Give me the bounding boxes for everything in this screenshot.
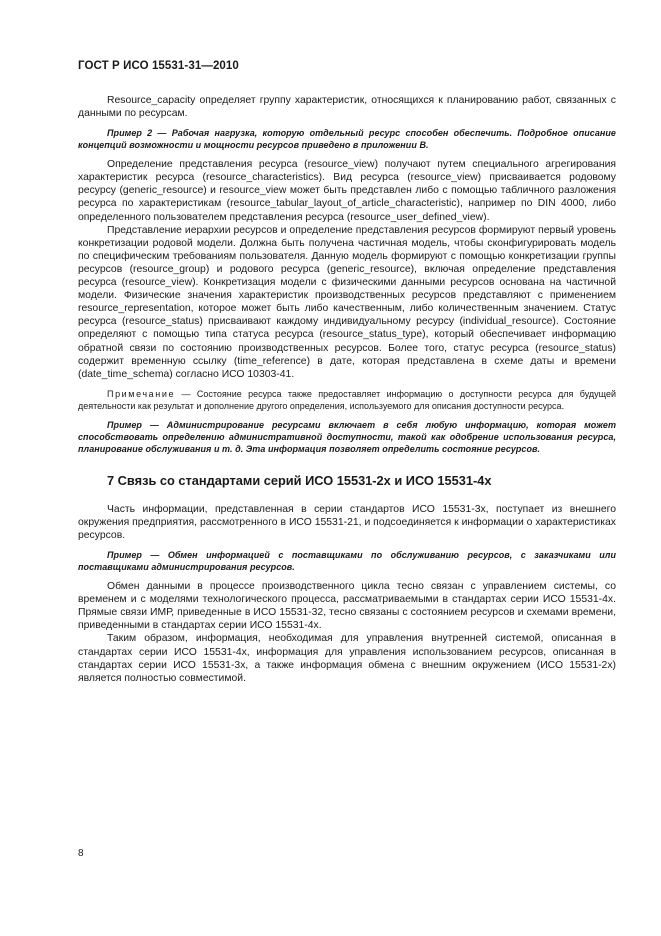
example-information-exchange: Пример — Обмен информацией с поставщиками по обслуживанию ресурсов, с заказчиками или поставщиками администрирования ресурсов.	[78, 550, 616, 573]
paragraph-compatibility: Таким образом, информация, необходимая для управления внутренней системой, описанная в стандартах серии ИСО 15531-4х, информация для управления использованием ресурсов, описанная в стандартах серии ИСО 15531-3х, а также информация обмена с внешним окружением (ИСО 15531-2х) является полностью совместимой.	[78, 633, 616, 684]
paragraph-external-environment: Часть информации, представленная в серии стандартов ИСО 15531-3х, поступает из внешнего окружения предприятия, рассмотренного в ИСО 15531-21, и подсоединяется к информации о характеристиках ресурсов.	[78, 503, 616, 541]
document-body	[78, 94, 616, 685]
paragraph-resource-hierarchy: Представление иерархии ресурсов и определение представления ресурсов формируют первый уровень конкретизации родовой модели. Должна быть получена частичная модель, чтобы сконфигурировать модель по специфическим требованиям пользователя. Данную модель формируют с помощью конкретизации группы ресурсов (resource_group) и родового ресурса (generic_resource), включая определение представления ресурса (resource_view). Конкретизация модели с физическими данными ресурсов основана на частичной модели. Физические значения характеристик производственных ресурсов представляют с применением resource_representation, которое может быть либо качественным, либо количественным значением. Статус ресурса (resource_status) присваивают каждому индивидуальному ресурсу (individual_resource). Состояние определяют с помощью типа статуса ресурса (resource_status_type), который обеспечивает информацию обратной связи по состоянию производственных ресурсов. Более того, статус ресурса (resource_status) содержит временную ссылку (time_reference) в дате, которая представлена в схеме даты и времени (date_time_schema) согласно ИСО 10303-41.	[78, 224, 616, 380]
note	[78, 388, 616, 412]
note-text: — Состояние ресурса также предоставляет информацию о доступности ресурса для будущей деятельности как результат и дополнение другого определения, используемого для описания доступности ресурса.	[78, 388, 616, 411]
section-7-title: 7 Связь со стандартами серий ИСО 15531-2х и ИСО 15531-4х	[107, 472, 492, 488]
paragraph-resource-capacity: Resource_capacity определяет группу характеристик, относящихся к планированию работ, связанных с данными по ресурсам.	[78, 95, 616, 120]
note-label: Примечание	[107, 388, 176, 399]
example-resource-administration: Пример — Администрирование ресурсами включает в себя любую информацию, которая может способствовать определению административной доступности, такой как одобрение использования ресурса, планирование обслуживания и т. д. Эта информация позволяет определить состояние ресурсов.	[78, 419, 616, 454]
page-number: 8	[78, 848, 84, 859]
paragraph-resource-view: Определение представления ресурса (resource_view) получают путем специального агрегирования характеристик ресурса (resource_characteristics). Вид ресурса (resource_view) присваивается родовому ресурсу (generic_resource) и resource_view может быть представлен либо с помощью табличного разложения ресурса по характеристикам (resource_tabular_layout_of_article_characteristic), например по DIN 4000, либо определенного пользователем представления ресурса (resource_user_defined_view).	[78, 159, 616, 223]
standard-designation: ГОСТ Р ИСО 15531-31—2010	[78, 60, 239, 72]
example-2: Пример 2 — Рабочая нагрузка, которую отдельный ресурс способен обеспечить. Подробное описание концепций возможности и мощности ресурсов приведено в приложении В.	[78, 128, 616, 151]
paragraph-data-exchange: Обмен данными в процессе производственного цикла тесно связан с управлением системы, со временем и с моделями технологического процесса, рассматриваемыми в стандартах серии ИСО 15531-4х. Прямые связи ИМР, приведенные в ИСО 15531-32, тесно связаны с состоянием ресурсов и схемами времени, приведенными в стандартах серии ИСО 15531-4х.	[78, 581, 616, 632]
